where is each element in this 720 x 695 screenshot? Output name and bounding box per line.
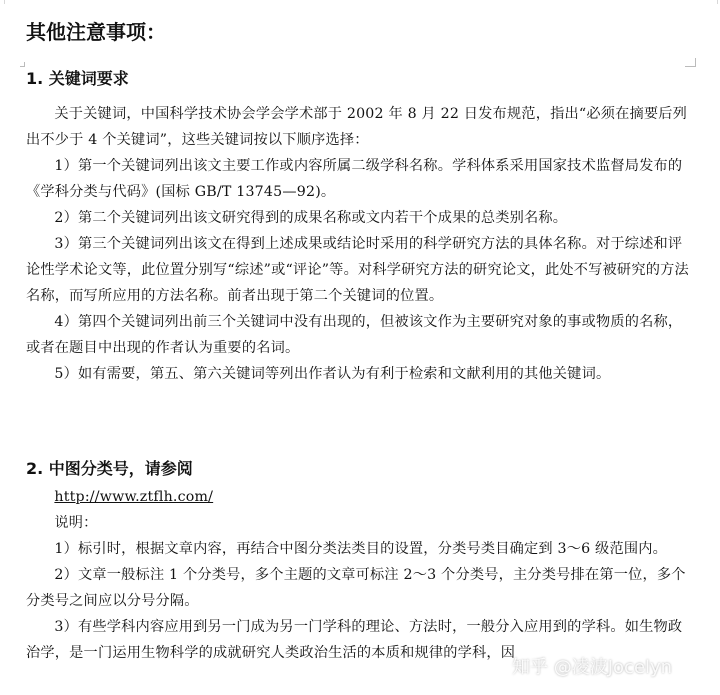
reference-link[interactable]: http://www.ztflh.com/	[54, 489, 214, 505]
note-label: 说明：	[54, 515, 98, 531]
section-1-title: 1. 关键词要求	[26, 69, 129, 88]
section-1-paragraph: 4）第四个关键词列出前三个关键词中没有出现的，但被该文作为主要研究对象的事或物质的名称，或者在题目中出现的作者认为重要的名词。	[26, 314, 683, 356]
margin-corner-mark-left	[20, 62, 25, 67]
section-1-paragraph: 5）如有需要，第五、第六关键词等列出作者认为有利于检索和文献利用的其他关键词。	[54, 366, 611, 382]
section-1-paragraph: 3）第三个关键词列出该文在得到上述成果或结论时采用的科学研究方法的具体名称。对于综述和评论性学术论文等，此位置分别写“综述”或“评论”等。对科学研究方法的研究论文，此处不写被研究的方法名称，而写所应用的方法名称。前者出现于第二个关键词的位置。	[26, 236, 689, 304]
margin-corner-mark-right	[685, 58, 696, 67]
section-1-paragraph: 1）第一个关键词列出该文主要工作或内容所属二级学科名称。学科体系采用国家技术监督局发布的《学科分类与代码》(国标 GB/T 13745—92)。	[26, 158, 683, 200]
section-2-paragraph: 2）文章一般标注 1 个分类号，多个主题的文章可标注 2～3 个分类号，主分类号排在第一位，多个分类号之间应以分号分隔。	[26, 567, 686, 609]
reference-link-line	[26, 484, 694, 510]
section-2-paragraph: 3）有些学科内容应用到另一门成为另一门学科的理论、方法时，一般分入应用到的学科。如生物政治学，是一门运用生物科学的成就研究人类政治生活的本质和规律的学科，因	[26, 619, 683, 661]
section-2-paragraph: 1）标引时，根据文章内容，再结合中图分类法类目的设置，分类号类目确定到 3～6 级范围内。	[54, 541, 667, 557]
section-2-title: 2. 中图分类号，请参阅	[26, 459, 193, 478]
page-heading: 其他注意事项：	[26, 20, 166, 44]
section-1-paragraph: 关于关键词，中国科学技术协会学会学术部于 2002 年 8 月 22 日发布规范，指出“必须在摘要后列出不少于 4 个关键词”，这些关键词按以下顺序选择：	[26, 106, 688, 148]
page-top-border	[4, 0, 718, 4]
section-2-body	[26, 484, 694, 666]
section-1-paragraph: 2）第二个关键词列出该文研究得到的成果名称或文内若干个成果的总类别名称。	[54, 210, 568, 226]
section-1-body	[26, 101, 694, 387]
watermark: 知乎 @凌波Jocelyn	[512, 657, 673, 678]
